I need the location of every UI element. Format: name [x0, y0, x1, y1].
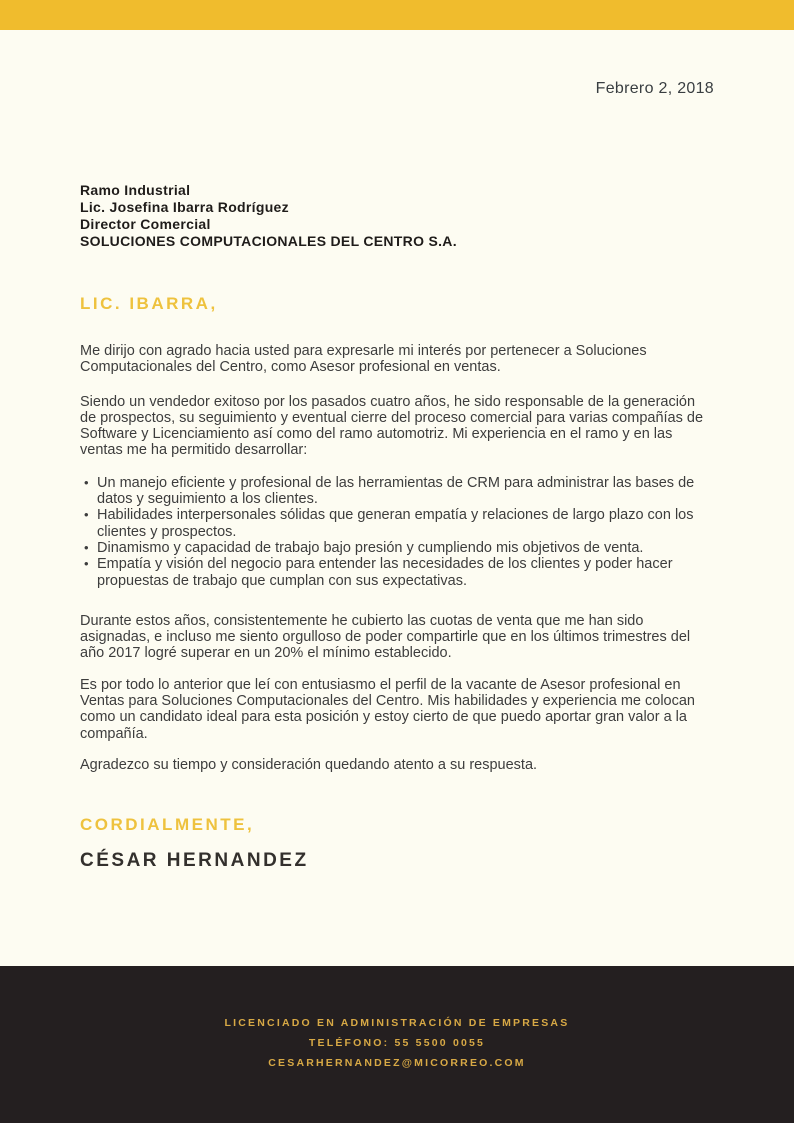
bullet-empathy: • Empatía y visión del negocio para entender las necesidades de los clientes y poder hacer propuestas de trabajo que cumplan con sus expectativas.	[97, 556, 714, 589]
paragraph-vacancy: Es por todo lo anterior que leí con entusiasmo el perfil de la vacante de Asesor profesional en Ventas para Soluciones Computacionales del Centro. Mis habilidades y experiencia me colocan como un candidato ideal para esta posición y estoy cierto de que puedo aportar gran valor a la compañía.	[80, 676, 695, 742]
paragraph-experience: Siendo un vendedor exitoso por los pasados cuatro años, he sido responsable de la generación de prospectos, su seguimiento y eventual cierre del proceso comercial para varias compañías de Software y Licenciamiento así como del ramo automotriz. Mi experiencia en el ramo y en las ventas me ha permitido desarrollar:	[80, 393, 704, 459]
recipient-line-company: SOLUCIONES COMPUTACIONALES DEL CENTRO S.A.	[80, 233, 457, 249]
bullet-crm: • Un manejo eficiente y profesional de las herramientas de CRM para administrar las bases de datos y seguimiento a los clientes.	[97, 475, 714, 508]
paragraph-quotas: Durante estos años, consistentemente he cubierto las cuotas de venta que me han sido asignadas, e incluso me siento orgulloso de poder compartirle que en los últimos trimestres del año 2017 logré superar en un 20% el mínimo establecido.	[80, 612, 691, 662]
top-accent-bar	[0, 0, 794, 30]
footer-bar	[0, 966, 794, 1123]
letter-date: Febrero 2, 2018	[595, 80, 714, 97]
salutation-heading: LIC. IBARRA,	[80, 294, 218, 313]
bullet-interpersonal: • Habilidades interpersonales sólidas que generan empatía y relaciones de largo plazo con los clientes y prospectos.	[97, 507, 714, 540]
footer-email: CESARHERNANDEZ@MICORREO.COM	[268, 1057, 526, 1069]
footer-phone: TELÉFONO: 55 5500 0055	[308, 1037, 486, 1049]
paragraph-intro: Me dirijo con agrado hacia usted para expresarle mi interés por pertenecer a Soluciones Computacionales del Centro, como Asesor profesional en ventas.	[80, 343, 647, 376]
recipient-line-name: Lic. Josefina Ibarra Rodríguez	[80, 199, 289, 215]
closing-heading: CORDIALMENTE,	[80, 815, 255, 835]
skills-bullet-list	[80, 475, 714, 589]
bullet-dynamism: • Dinamismo y capacidad de trabajo bajo presión y cumpliendo mis objetivos de venta.	[97, 540, 714, 556]
recipient-line-title: Director Comercial	[80, 216, 211, 232]
signature-name: CÉSAR HERNANDEZ	[80, 850, 309, 872]
recipient-block	[80, 182, 714, 250]
footer-degree: LICENCIADO EN ADMINISTRACIÓN DE EMPRESAS	[224, 1017, 570, 1029]
letter-content	[0, 30, 794, 872]
recipient-line-industry: Ramo Industrial	[80, 182, 191, 198]
paragraph-thanks: Agradezco su tiempo y consideración quedando atento a su respuesta.	[80, 756, 538, 773]
